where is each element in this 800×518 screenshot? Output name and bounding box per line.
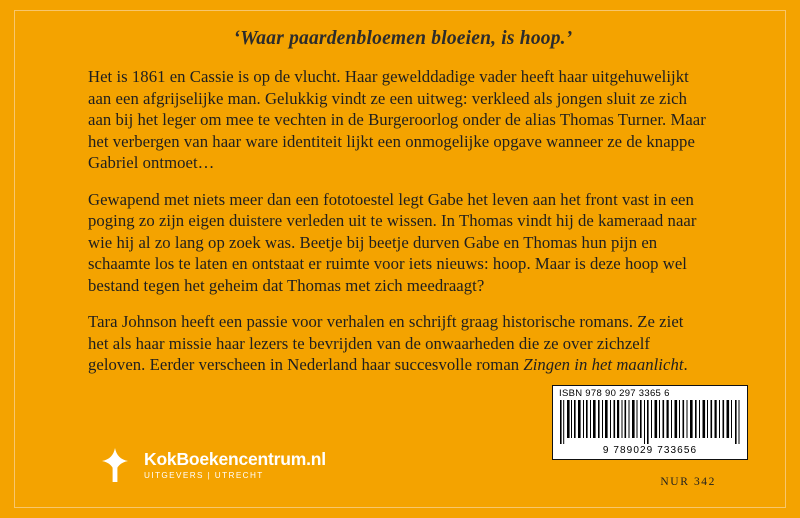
isbn-label: ISBN 978 90 297 3365 6 [559, 388, 670, 399]
tagline: ‘Waar paardenbloemen bloeien, is hoop.’ [233, 28, 573, 49]
isbn-barcode-block [552, 385, 748, 460]
author-paragraph-prefix: Tara Johnson heeft een passie voor verhalen en schrijft graag historische romans. Ze ziet het als haar missie haar lezers te bevrijden van de onwaarheden die ze over zichzelf geloven. Eerder verscheen in Nederland haar succesvolle roman [88, 312, 684, 374]
barcode-digits: 9 789029 733656 [602, 445, 698, 456]
publisher-text [144, 450, 326, 480]
publisher-logo-block [96, 446, 326, 484]
cover-text-block [88, 28, 708, 391]
barcode-image [557, 400, 743, 444]
author-paragraph [88, 311, 708, 376]
publisher-name: KokBoekencentrum.nl [144, 449, 326, 469]
blurb-paragraph-2: Gewapend met niets meer dan een fototoestel legt Gabe het leven aan het front vast in een poging zo zijn eigen duistere verleden uit te wissen. In Thomas vindt hij de kameraad naar wie hij al zo lang op zoek was. Beetje bij beetje durven Gabe en Thomas hun pijn en schaamte los te laten en ontstaat er ruimte voor iets nieuws: hoop. Maar is deze hoop wel bestand tegen het geheim dat Thomas met zich meedraagt? [88, 189, 697, 295]
author-paragraph-suffix: . [683, 355, 688, 374]
publisher-mark-icon [96, 446, 134, 484]
referenced-book-title: Zingen in het maanlicht [523, 355, 684, 374]
publisher-subtitle: UITGEVERS | UTRECHT [144, 471, 264, 480]
blurb-paragraph-1: Het is 1861 en Cassie is op de vlucht. Haar gewelddadige vader heeft haar uitgehuwelijkt aan een afgrijselijke man. Gelukkig vindt ze een uitweg: verkleed als jongen sluit ze zich aan bij het leger om mee te vechten in de Burgeroorlog onder de alias Thomas Turner. Maar het verbergen van haar ware identiteit lijkt een onmogelijke opgave wanneer ze de knappe Gabriel ontmoet… [88, 67, 706, 172]
nur-code: NUR 342 [660, 476, 716, 488]
